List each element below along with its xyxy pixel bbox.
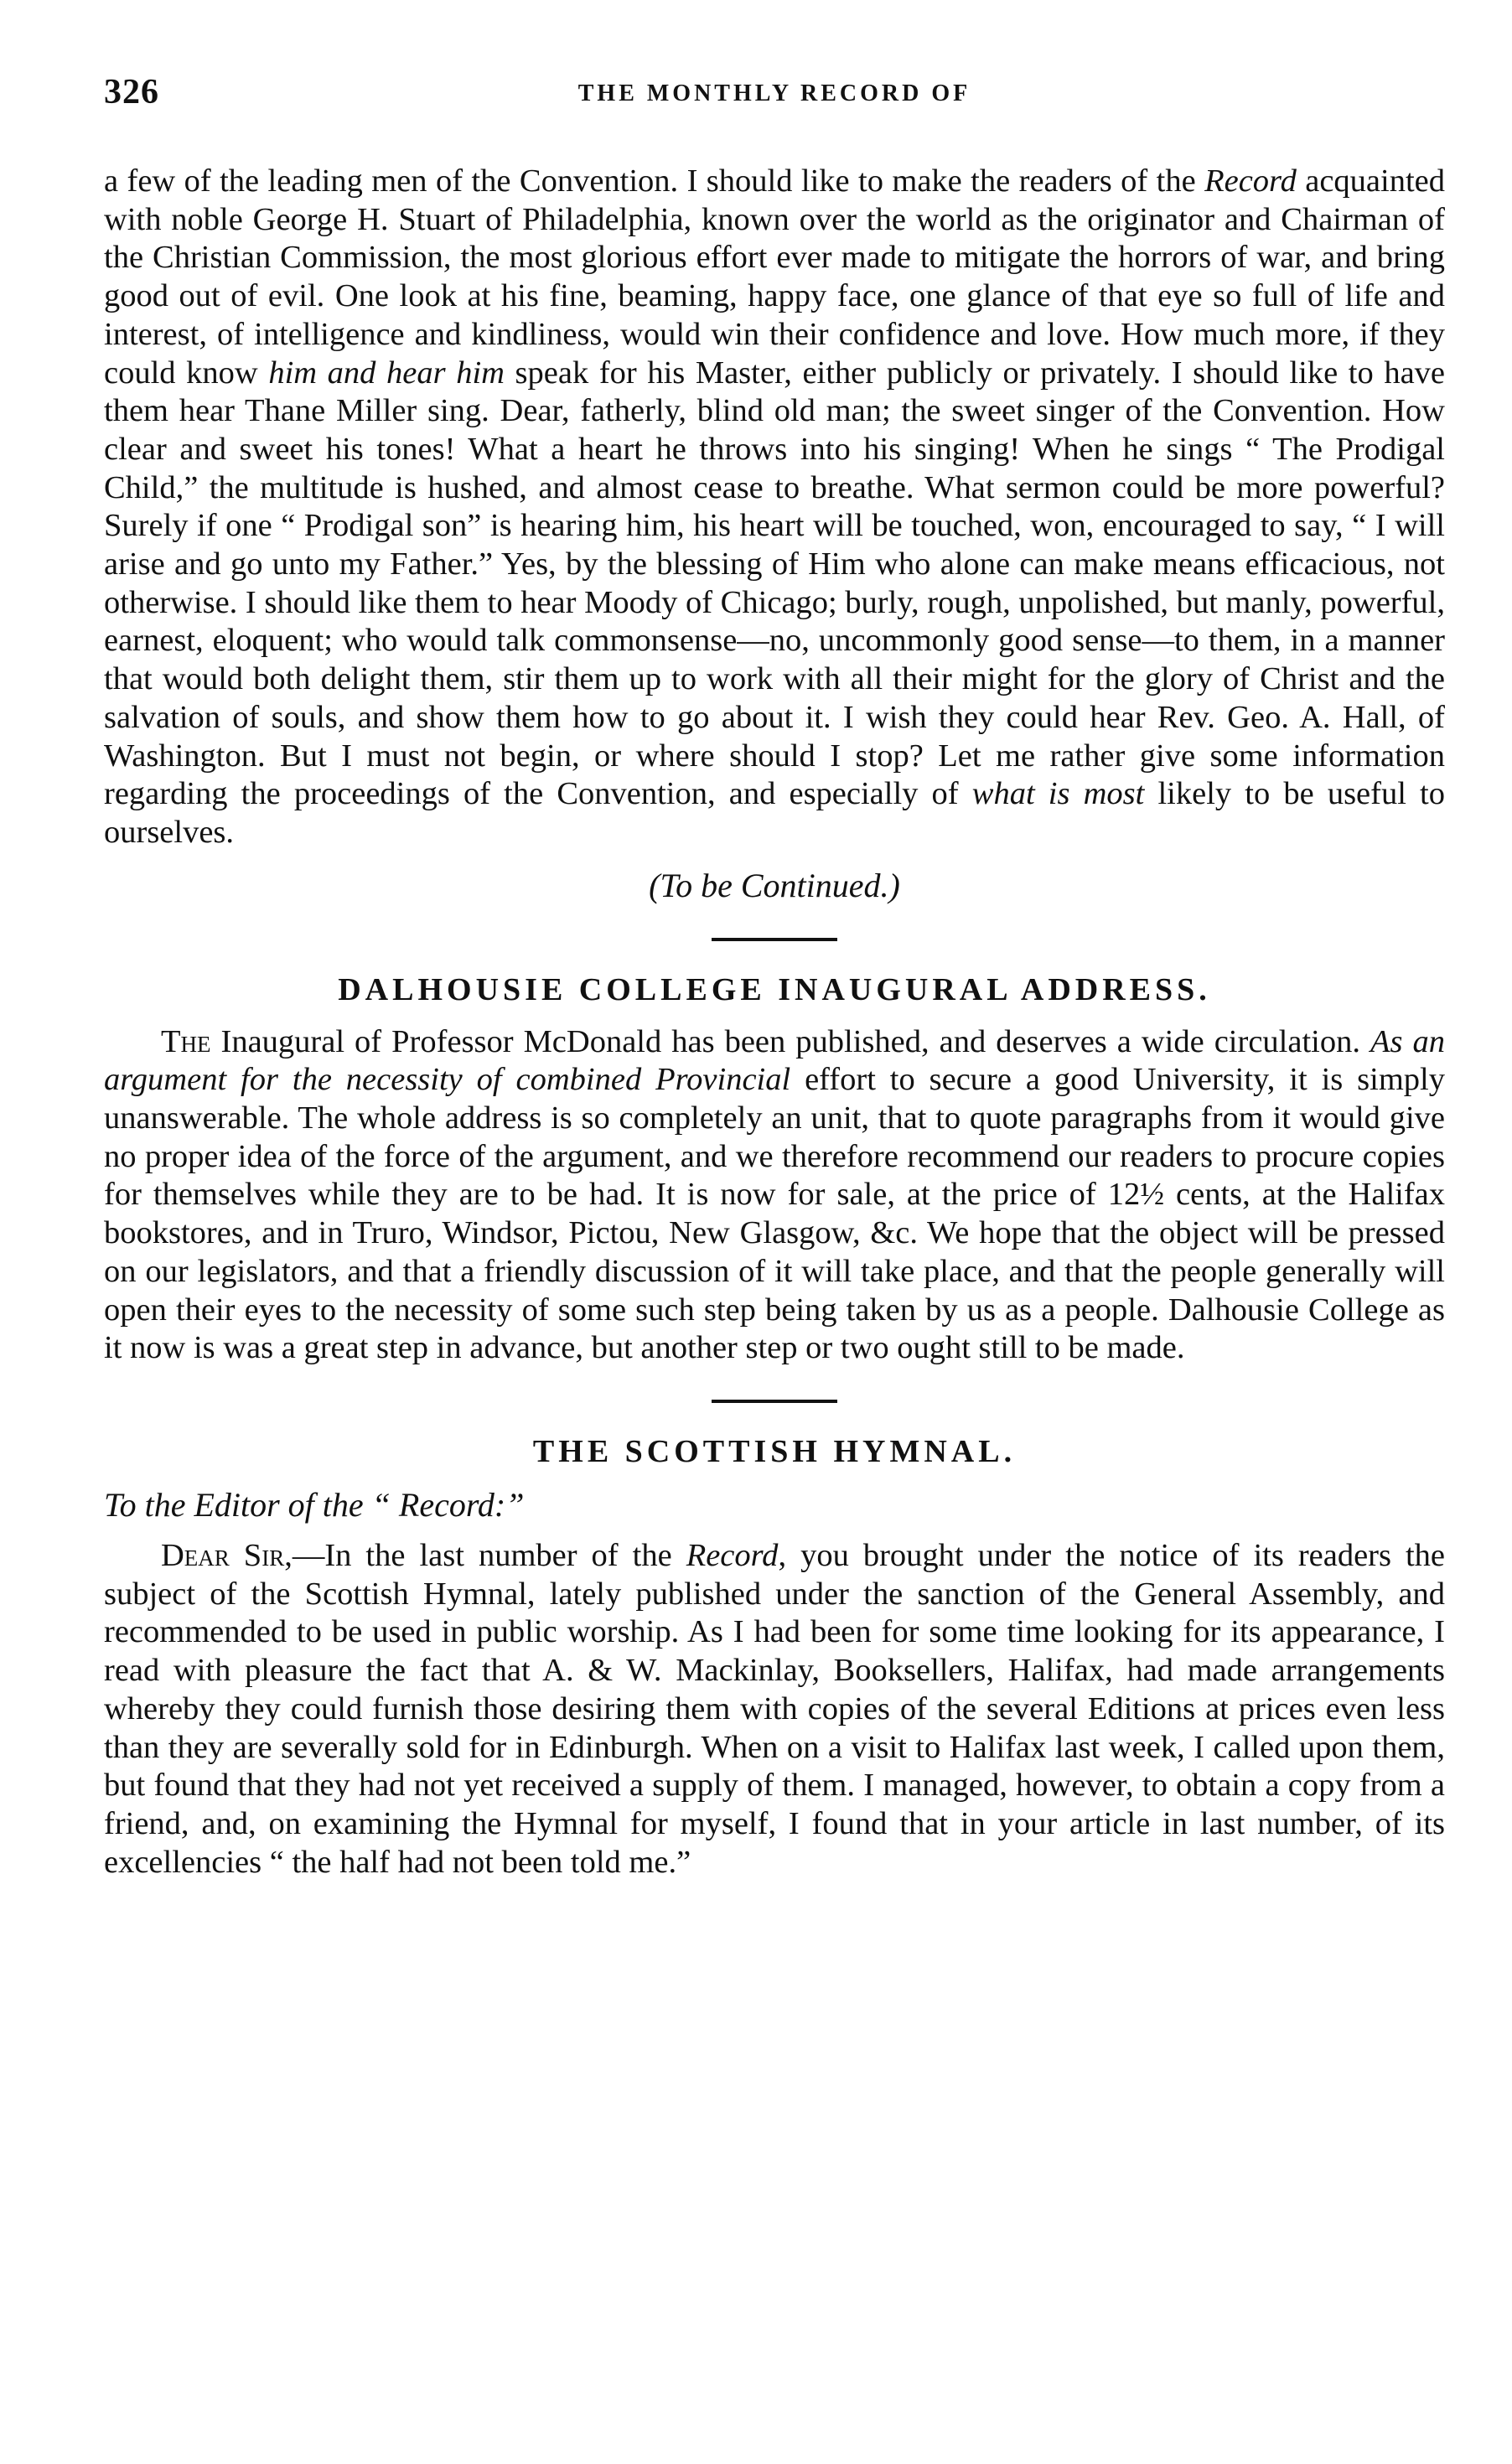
text-run: a few of the leading men of the Convention. I should like to make the readers of the <box>104 163 1205 199</box>
emphasis: what is most <box>971 776 1145 812</box>
lead-word: Dear Sir, <box>161 1537 293 1573</box>
convention-paragraph <box>104 163 1445 852</box>
lead-word: The <box>161 1023 211 1059</box>
page-header <box>104 67 1445 126</box>
text-run: , you brought under the notice of its readers the subject of the Scottish Hymnal, lately published under the sanction of the General Assembly, and recommended to be used in public worship. As I had been for some time looking for its appearance, I read with pleasure the fact that A. & W. Mackinlay, Booksellers, Halifax, had made arrangements whereby they could furnish those desiring them with copies of the several Editions at prices even less than they are severally sold for in Edinburgh. When on a visit to Halifax last week, I called upon them, but found that they had not yet received a supply of them. I managed, however, to obtain a copy from a friend, and, on examining the Hymnal for myself, I found that in your article in last number, of its excellencies “ the half had not been told me.” <box>104 1537 1446 1880</box>
text-run: speak for his Master, either publicly or privately. I should like to have them hear Thane Miller sing. Dear, fatherly, blind old man; the sweet singer of the Convention. How clear and sweet his tones! What a heart he throws into his singing! When he sings “ The Prodigal Child,” the multitude is hushed, and almost cease to breathe. What sermon could be more powerful? Surely if one “ Prodigal son” is hearing him, his heart will be touched, won, encouraged to say, “ I will arise and go unto my Father.” Yes, by the blessing of Him who alone can make means efficacious, not otherwise. I should like them to hear Moody of Chicago; burly, rough, unpolished, but manly, powerful, earnest, eloquent; who would talk commonsense—no, uncommonly good sense—to them, in a manner that would both delight them, stir them up to work with all their might for the glory of Christ and the salvation of souls, and show them how to go about it. I wish they could hear Rev. Geo. A. Hall, of Washington. But I must not begin, or where should I stop? Let me rather give some information regarding the proceedings of the Convention, and especially of <box>104 355 1445 812</box>
dalhousie-paragraph <box>104 1023 1445 1368</box>
dalhousie-heading: DALHOUSIE COLLEGE INAUGURAL ADDRESS. <box>338 971 1211 1007</box>
section-divider <box>712 938 837 941</box>
text-run: —In the last number of the <box>292 1537 686 1573</box>
text-run: Inaugural of Professor McDonald has been published, and deserves a wide circulation. <box>210 1023 1370 1059</box>
text-run: acquainted with noble George H. Stuart of Philadelphia, known over the world as the originator and Chairman of the Christian Commission, the most glorious effort ever made to mitigate the horrors of war, and bring good out of evil. One look at his fine, beaming, happy face, one glance of that eye so full of life and interest, of intelligence and kindliness, would win their confidence and love. How much more, if they could know <box>104 163 1445 391</box>
hymnal-paragraph <box>104 1537 1445 1882</box>
letter-salutation: To the Editor of the “ Record:” <box>104 1485 525 1524</box>
emphasis: As an argument for the necessity of combined Provincial <box>104 1023 1445 1098</box>
running-title: THE MONTHLY RECORD OF <box>577 80 971 106</box>
page-number: 326 <box>104 73 159 111</box>
hymnal-heading: THE SCOTTISH HYMNAL. <box>532 1433 1017 1469</box>
continued-note: (To be Continued.) <box>649 866 900 904</box>
emphasis: him and hear him <box>268 355 505 391</box>
section-divider <box>712 1400 837 1403</box>
text-run: effort to secure a good University, it is simply unanswerable. The whole address is so completely an unit, that to quote paragraphs from it would give no proper idea of the force of the argument, and we therefore recommend our readers to procure copies for themselves while they are to be had. It is now for sale, at the price of 12½ cents, at the Halifax bookstores, and in Truro, Windsor, Pictou, New Glasgow, &c. We hope that the object will be pressed on our legislators, and that a friendly discussion of it will take place, and that the people generally will open their eyes to the necessity of some such step being taken by us as a people. Dalhousie College as it now is was a great step in advance, but another step or two ought still to be made. <box>104 1062 1445 1366</box>
text-run: likely to be useful to ourselves. <box>104 776 1445 850</box>
record-title: Record <box>1204 163 1297 199</box>
record-title: Record <box>686 1537 779 1573</box>
